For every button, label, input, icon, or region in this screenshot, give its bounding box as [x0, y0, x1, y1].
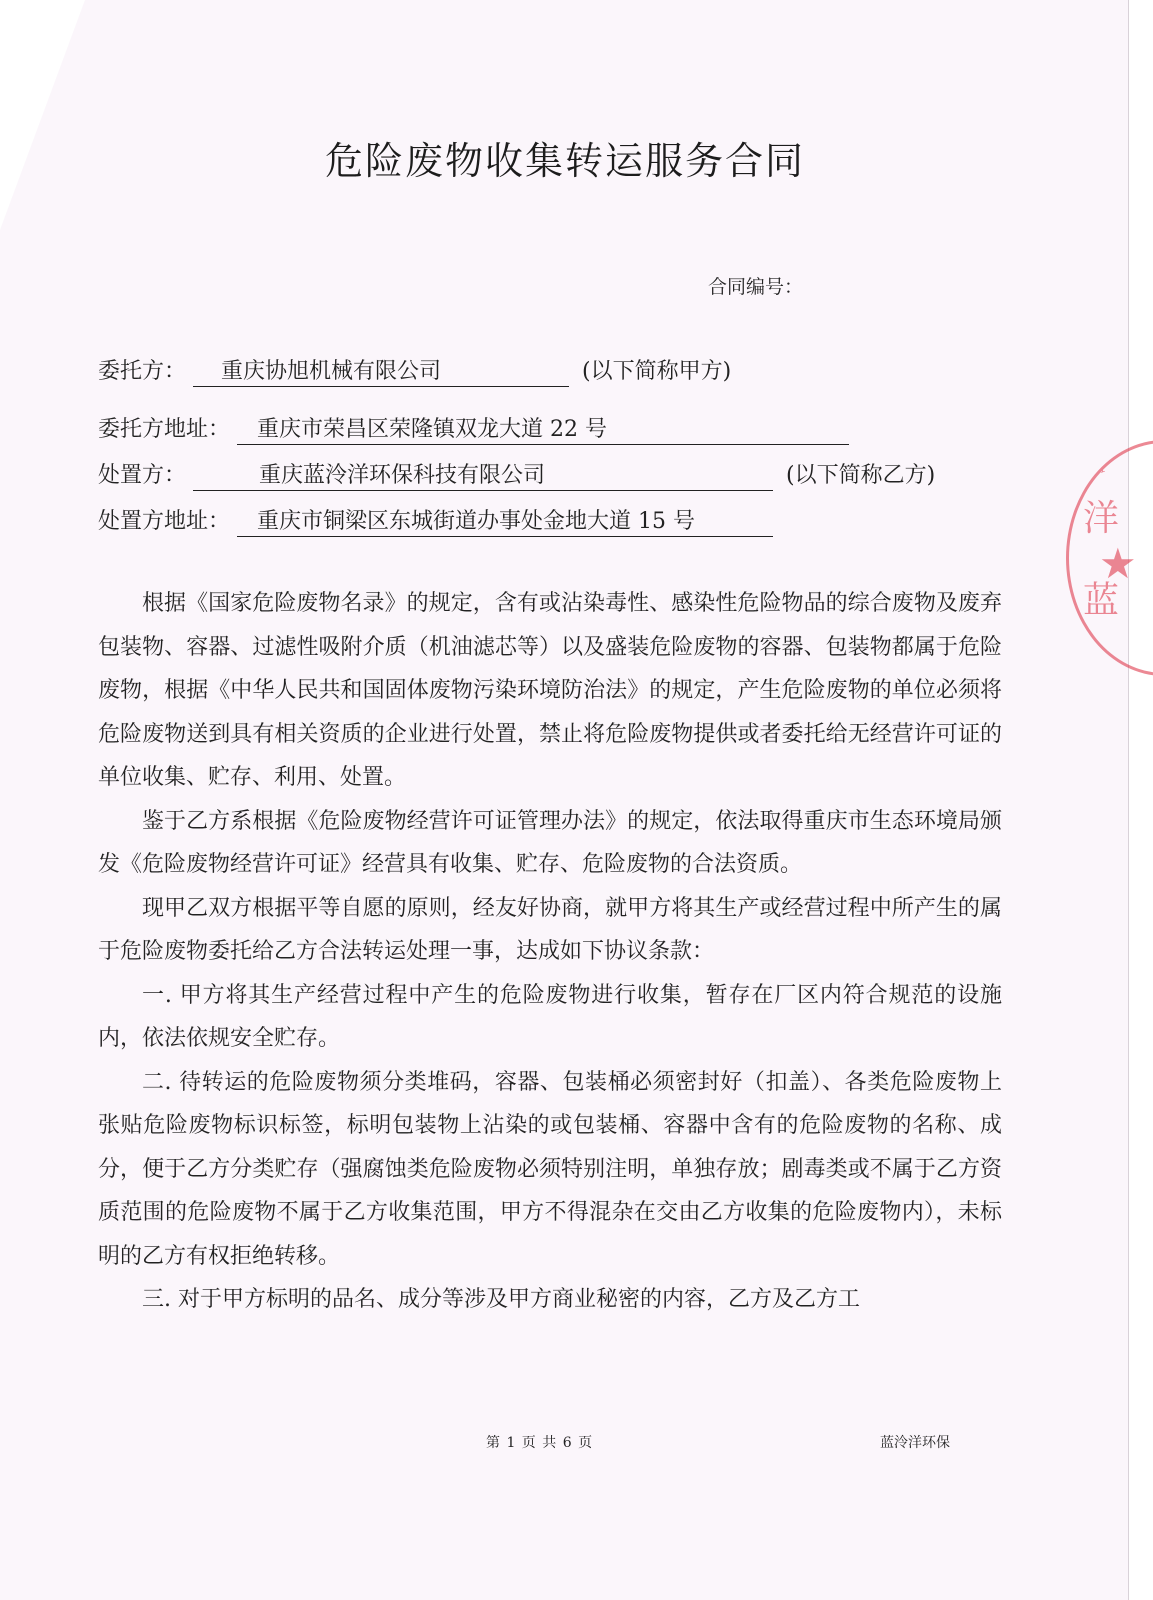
seal-number: 001: [1081, 460, 1108, 482]
client-suffix: (以下简称甲方): [582, 359, 732, 384]
body-paragraph: 现甲乙双方根据平等自愿的原则，经友好协商，就甲方将其生产或经营过程中所产生的属于危险废物委托给乙方合法转运处理一事，达成如下协议条款：: [98, 895, 1002, 964]
contract-title: 危险废物收集转运服务合同: [324, 139, 805, 183]
clause-paragraph: 二. 待转运的危险废物须分类堆码，容器、包装桶必须密封好（扣盖）、各类危险废物上张贴危险废物标识标签，标明包装物上沾染的或包装桶、容器中含有的危险废物的名称、成分，便于乙方分类贮存（强腐蚀类危险废物必须特别注明，单独存放；剧毒类或不属于乙方资质范围的危险废物不属于乙方收集范围，甲方不得混杂在交由乙方收集的危险废物内），未标明的乙方有权拒绝转移。: [98, 1069, 1002, 1269]
seal-char: 洋: [1083, 498, 1120, 539]
client-name: 重庆协旭机械有限公司: [193, 358, 569, 387]
contract-number-label: 合同编号：: [708, 276, 804, 298]
page-number: 第 1 页 共 6 页: [486, 1435, 594, 1451]
client-address-label: 委托方地址：: [98, 417, 231, 442]
seal-star-icon: ★: [1099, 539, 1137, 588]
disposer-row: [98, 458, 935, 491]
footer-company: 蓝泠洋环保: [880, 1435, 950, 1451]
disposer-suffix: (以下简称乙方): [786, 463, 936, 488]
scan-right-edge: [1128, 0, 1153, 1600]
seal-char: 蓝: [1083, 580, 1120, 621]
client-address: 重庆市荣昌区荣隆镇双龙大道 22 号: [237, 416, 849, 445]
client-row: [98, 354, 731, 387]
client-address-row: [98, 412, 849, 445]
contract-body: [98, 582, 1002, 1322]
disposer-name: 重庆蓝泠洋环保科技有限公司: [193, 462, 773, 491]
clause-paragraph: 三. 对于甲方标明的品名、成分等涉及甲方商业秘密的内容，乙方及乙方工: [142, 1287, 860, 1312]
company-seal-stamp: [1066, 440, 1153, 676]
scan-corner-fold: [0, 0, 85, 230]
disposer-address-label: 处置方地址：: [98, 509, 231, 534]
body-paragraph: 根据《国家危险废物名录》的规定，含有或沾染毒性、感染性危险物品的综合废物及废弃包装物、容器、过滤性吸附介质（机油滤芯等）以及盛装危险废物的容器、包装物都属于危险废物，根据《中华人民共和国固体废物污染环境防治法》的规定，产生危险废物的单位必须将危险废物送到具有相关资质的企业进行处置，禁止将危险废物提供或者委托给无经营许可证的单位收集、贮存、利用、处置。: [98, 591, 1002, 790]
disposer-address-row: [98, 504, 773, 537]
disposer-label: 处置方：: [98, 463, 187, 488]
client-label: 委托方：: [98, 359, 187, 384]
body-paragraph: 鉴于乙方系根据《危险废物经营许可证管理办法》的规定，依法取得重庆市生态环境局颁发《危险废物经营许可证》经营具有收集、贮存、危险废物的合法资质。: [98, 808, 1002, 877]
disposer-address: 重庆市铜梁区东城街道办事处金地大道 15 号: [237, 508, 773, 537]
clause-paragraph: 一. 甲方将其生产经营过程中产生的危险废物进行收集，暂存在厂区内符合规范的设施内，依法依规安全贮存。: [98, 982, 1002, 1051]
